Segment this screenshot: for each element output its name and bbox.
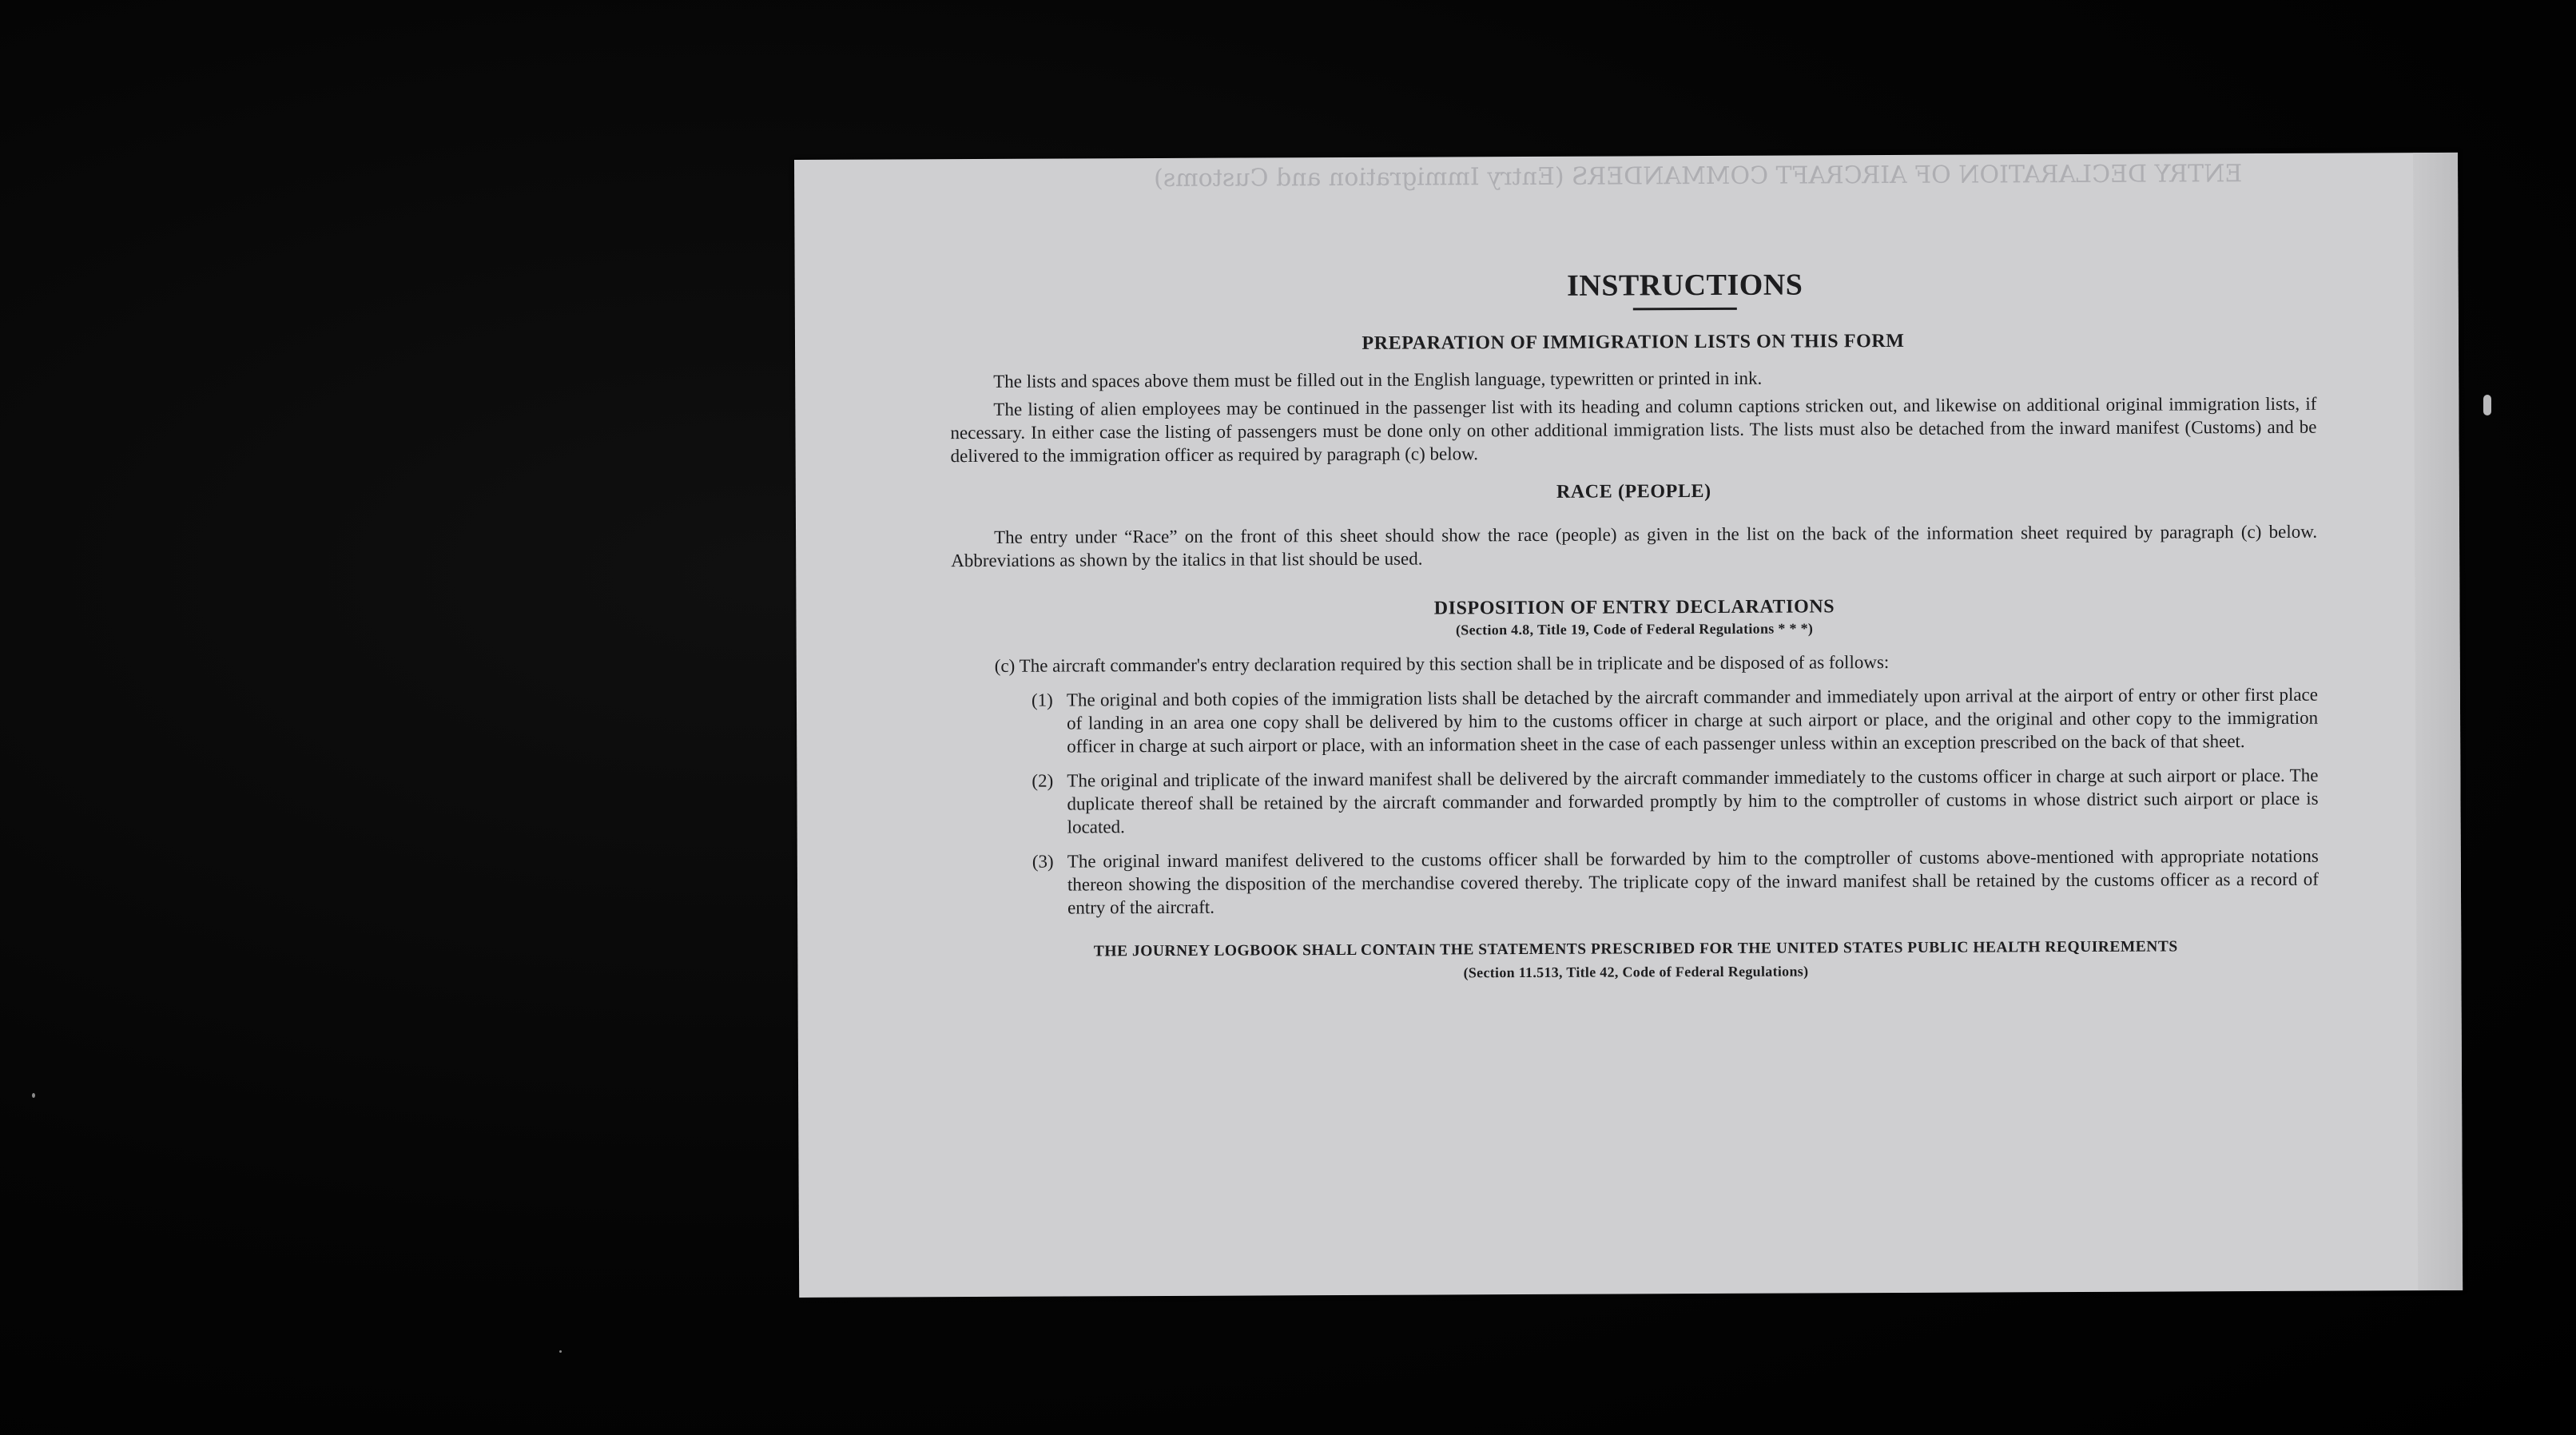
list-item bbox=[952, 845, 2319, 920]
dust-speck bbox=[559, 1350, 562, 1353]
paragraph-c-text: The aircraft commander's entry declaration required by this section shall be in triplicate and be disposed of as follows: bbox=[1019, 652, 1890, 676]
paragraph-alien-employees: The listing of alien employees may be continued in the passenger list with its heading and column captions stricken out, and likewise on additional original immigration lists, if necessary. In either case the listing of passengers must be done only on other additional immigration lists. The lists must also be detached from the inward manifest (Customs) and be delivered to the immigration officer as required by paragraph (c) below. bbox=[950, 393, 2317, 467]
scan-mark bbox=[2483, 395, 2491, 415]
dust-speck bbox=[32, 1093, 35, 1098]
title-underline bbox=[1633, 308, 1737, 311]
list-item-text: The original inward manifest delivered to the customs officer shall be forwarded by him to the comptroller of customs above-mentioned with appropriate notations thereon showing the disposition of the merchandise covered thereby. The triplicate copy of the inward manifest shall be retained by the customs officer as a record of entry of the aircraft. bbox=[1067, 845, 2320, 918]
section-citation-disposition: (Section 4.8, Title 19, Code of Federal Regulations * * *) bbox=[1455, 620, 1814, 638]
paragraph-lists-language: The lists and spaces above them must be filled out in the English language, typewritten or printed in ink. bbox=[993, 368, 1763, 392]
bleed-through-title: ENTRY DECLARATION OF AIRCRAFT COMMANDERS (Entry Immigration and Customs) bbox=[1154, 160, 2243, 193]
page-title: INSTRUCTIONS bbox=[1566, 268, 1803, 303]
list-item-number: (1) bbox=[1031, 690, 1053, 710]
list-item-text: The original and both copies of the immigration lists shall be detached by the aircraft commander and immediately upon arrival at the airport of entry or other first place of landing in an area one copy shall be delivered by him to the customs officer in charge at such airport or place, and the original and other copy to the immigration officer in charge at such airport or place, with an information sheet in the case of each passenger unless within an exception prescribed on the back of that sheet. bbox=[1066, 684, 2319, 757]
logbook-requirement-line: THE JOURNEY LOGBOOK SHALL CONTAIN THE STATEMENTS PRESCRIBED FOR THE UNITED STATES PUBLIC HEALTH REQUIREMENTS bbox=[1093, 938, 2178, 960]
paragraph-race-entry: The entry under “Race” on the front of this sheet should show the race (people) as given in the list on the back of the information sheet required by paragraph (c) below. Abbreviations as shown by the italics in that list should be used. bbox=[951, 521, 2318, 571]
section-heading-immigration-lists: PREPARATION OF IMMIGRATION LISTS ON THIS FORM bbox=[1362, 330, 1905, 354]
section-heading-disposition: DISPOSITION OF ENTRY DECLARATIONS bbox=[1433, 596, 1835, 619]
list-item-text: The original and triplicate of the inward manifest shall be delivered by the aircraft commander immediately to the customs officer in charge at such airport or place. The duplicate thereof shall be retained by the aircraft commander and forwarded promptly by him to the comptroller of customs in whose district such airport or place is located. bbox=[1067, 765, 2319, 837]
section-heading-race: RACE (PEOPLE) bbox=[1556, 480, 1711, 503]
paragraph-c-label: (c) bbox=[994, 655, 1016, 676]
list-item-number: (2) bbox=[1032, 770, 1054, 791]
page-edge-strip bbox=[2413, 153, 2463, 1290]
paragraph-c-intro bbox=[952, 649, 2318, 678]
list-item-number: (3) bbox=[1032, 851, 1054, 872]
list-item bbox=[952, 764, 2318, 839]
logbook-citation: (Section 11.513, Title 42, Code of Federal Regulations) bbox=[1463, 963, 1809, 981]
document-page bbox=[794, 153, 2463, 1298]
instructions-content bbox=[950, 265, 2320, 987]
list-item bbox=[952, 683, 2318, 758]
